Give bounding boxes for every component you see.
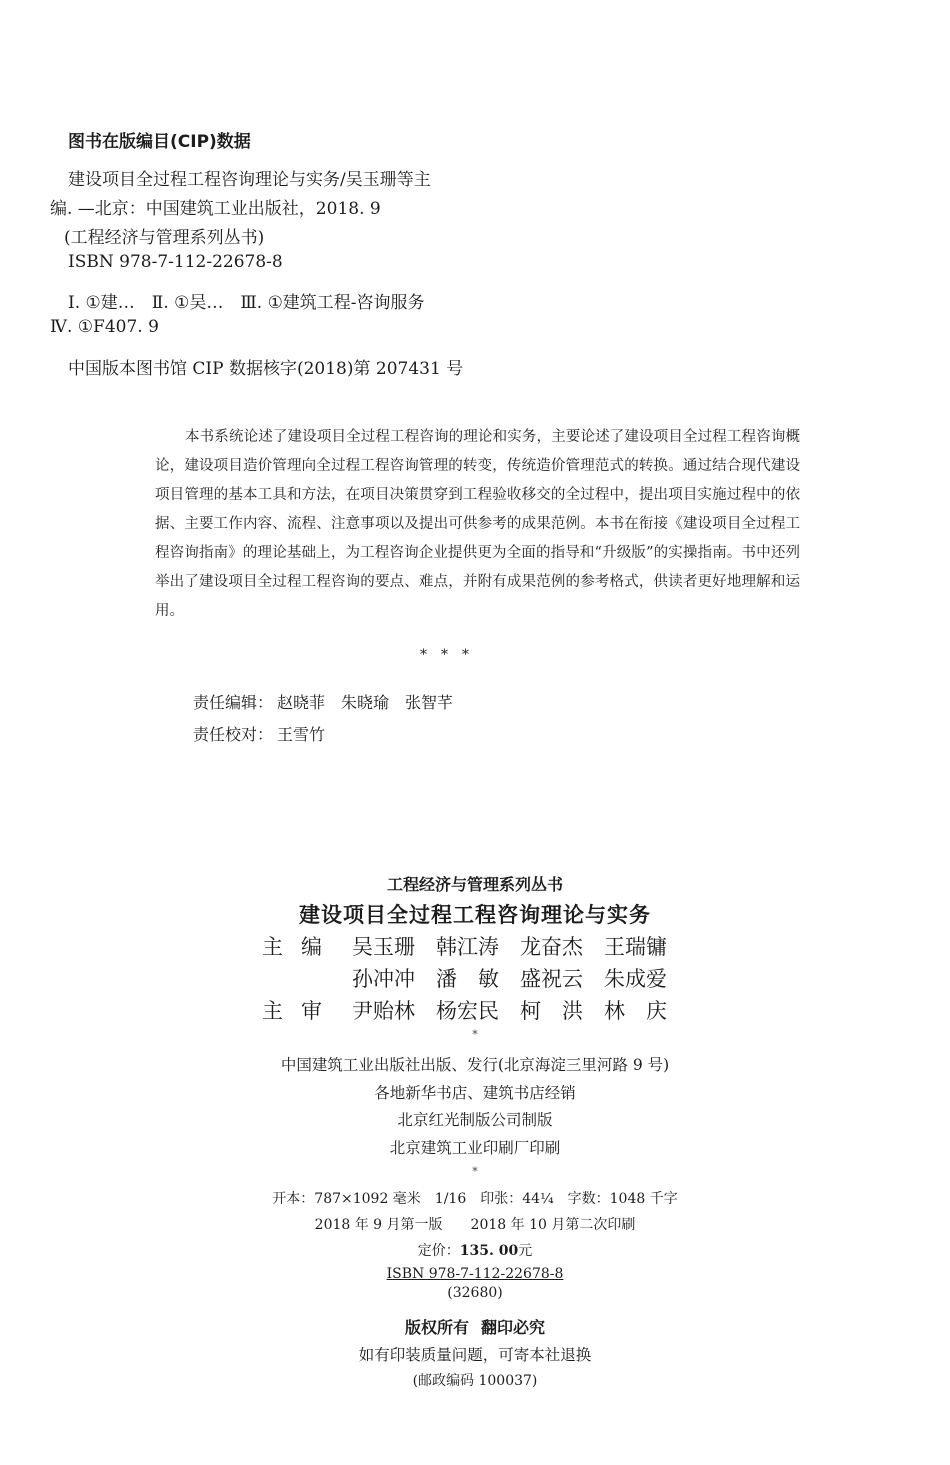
colophon-star: * xyxy=(472,1028,478,1041)
chief-editors-row-1: 吴玉珊 韩江涛 龙奋杰 王瑞镛 xyxy=(352,935,667,959)
typesetting-line: 北京红光制版公司制版 xyxy=(397,1111,553,1129)
format-line: 开本：787×1092 毫米 1/16 印张：44¼ 字数：1048 千字 xyxy=(272,1191,678,1207)
series-title: 工程经济与管理系列丛书 xyxy=(386,875,563,894)
publisher-line: 中国建筑工业出版社出版、发行(北京海淀三里河路 9 号) xyxy=(280,1056,670,1074)
chief-editor-label: 主编 xyxy=(262,935,340,959)
piracy-prohibited: 翻印必究 xyxy=(481,1318,546,1337)
copyright-notice xyxy=(0,1315,950,1338)
book-code: (32680) xyxy=(447,1285,503,1301)
responsible-proofreader xyxy=(193,722,325,745)
rights-reserved: 版权所有 xyxy=(404,1318,469,1337)
cip-isbn: ISBN 978-7-112-22678-8 xyxy=(68,252,283,272)
responsible-editors xyxy=(193,690,469,713)
editor-name: 张智芊 xyxy=(405,693,454,712)
editor-label: 责任编辑： xyxy=(193,693,274,712)
chief-reviewers: 尹贻林 杨宏民 柯 洪 林 庆 xyxy=(352,999,667,1023)
separator-stars: * * * xyxy=(420,647,469,663)
chief-reviewer-label: 主审 xyxy=(262,999,340,1023)
edition-line: 2018 年 9 月第一版 2018 年 10 月第二次印刷 xyxy=(314,1217,636,1233)
return-notice: 如有印装质量问题，可寄本社退换 xyxy=(358,1346,592,1364)
distribution-line: 各地新华书店、建筑书店经销 xyxy=(374,1084,576,1102)
colophon-isbn xyxy=(0,1266,950,1282)
proofreader-label: 责任校对： xyxy=(193,725,274,744)
cip-line-1: 建设项目全过程工程咨询理论与实务/吴玉珊等主 xyxy=(68,170,431,190)
price-value: 135. 00 xyxy=(459,1243,519,1259)
editor-name: 朱晓瑜 xyxy=(341,693,390,712)
printing-line: 北京建筑工业印刷厂印刷 xyxy=(389,1139,561,1157)
cip-classification-1: Ⅰ. ①建… Ⅱ. ①吴… Ⅲ. ①建筑工程-咨询服务 xyxy=(68,293,425,313)
cip-classification-2: Ⅳ. ①F407. 9 xyxy=(50,317,159,337)
cip-data-check: 中国版本图书馆 CIP 数据核字(2018)第 207431 号 xyxy=(68,359,464,379)
cip-line-3: (工程经济与管理系列丛书) xyxy=(64,228,265,248)
price-line xyxy=(0,1240,950,1260)
proofreader-name: 王雪竹 xyxy=(277,725,326,744)
price-label: 定价： xyxy=(417,1243,460,1259)
book-title: 建设项目全过程工程咨询理论与实务 xyxy=(299,903,651,927)
price-unit: 元 xyxy=(518,1243,533,1259)
book-abstract: 本书系统论述了建设项目全过程工程咨询的理论和实务，主要论述了建设项目全过程工程咨询概论，建设项目造价管理向全过程工程咨询管理的转变，传统造价管理范式的转换。通过结合现代建设项目管理的基本工具和方法，在项目决策贯穿到工程验收移交的全过程中，提出项目实施过程中的依据、主要工作内容、流程、注意事项以及提出可供参考的成果范例。本书在衔接《建设项目全过程工程咨询指南》的理论基础上，为工程咨询企业提供更为全面的指导和“升级版”的实操指南。书中还列举出了建设项目全过程工程咨询的要点、难点，并附有成果范例的参考格式，供读者更好地理解和运用。 xyxy=(155,429,800,619)
colophon-star: * xyxy=(472,1165,478,1178)
isbn-text: ISBN 978-7-112-22678-8 xyxy=(386,1266,564,1282)
cip-line-2: 编. —北京：中国建筑工业出版社，2018. 9 xyxy=(50,199,381,219)
cip-heading: 图书在版编目(CIP)数据 xyxy=(68,132,251,152)
chief-editors-row-2: 孙冲冲 潘 敏 盛祝云 朱成爱 xyxy=(352,967,667,991)
postcode: (邮政编码 100037) xyxy=(412,1373,538,1389)
editor-name: 赵晓菲 xyxy=(277,693,326,712)
